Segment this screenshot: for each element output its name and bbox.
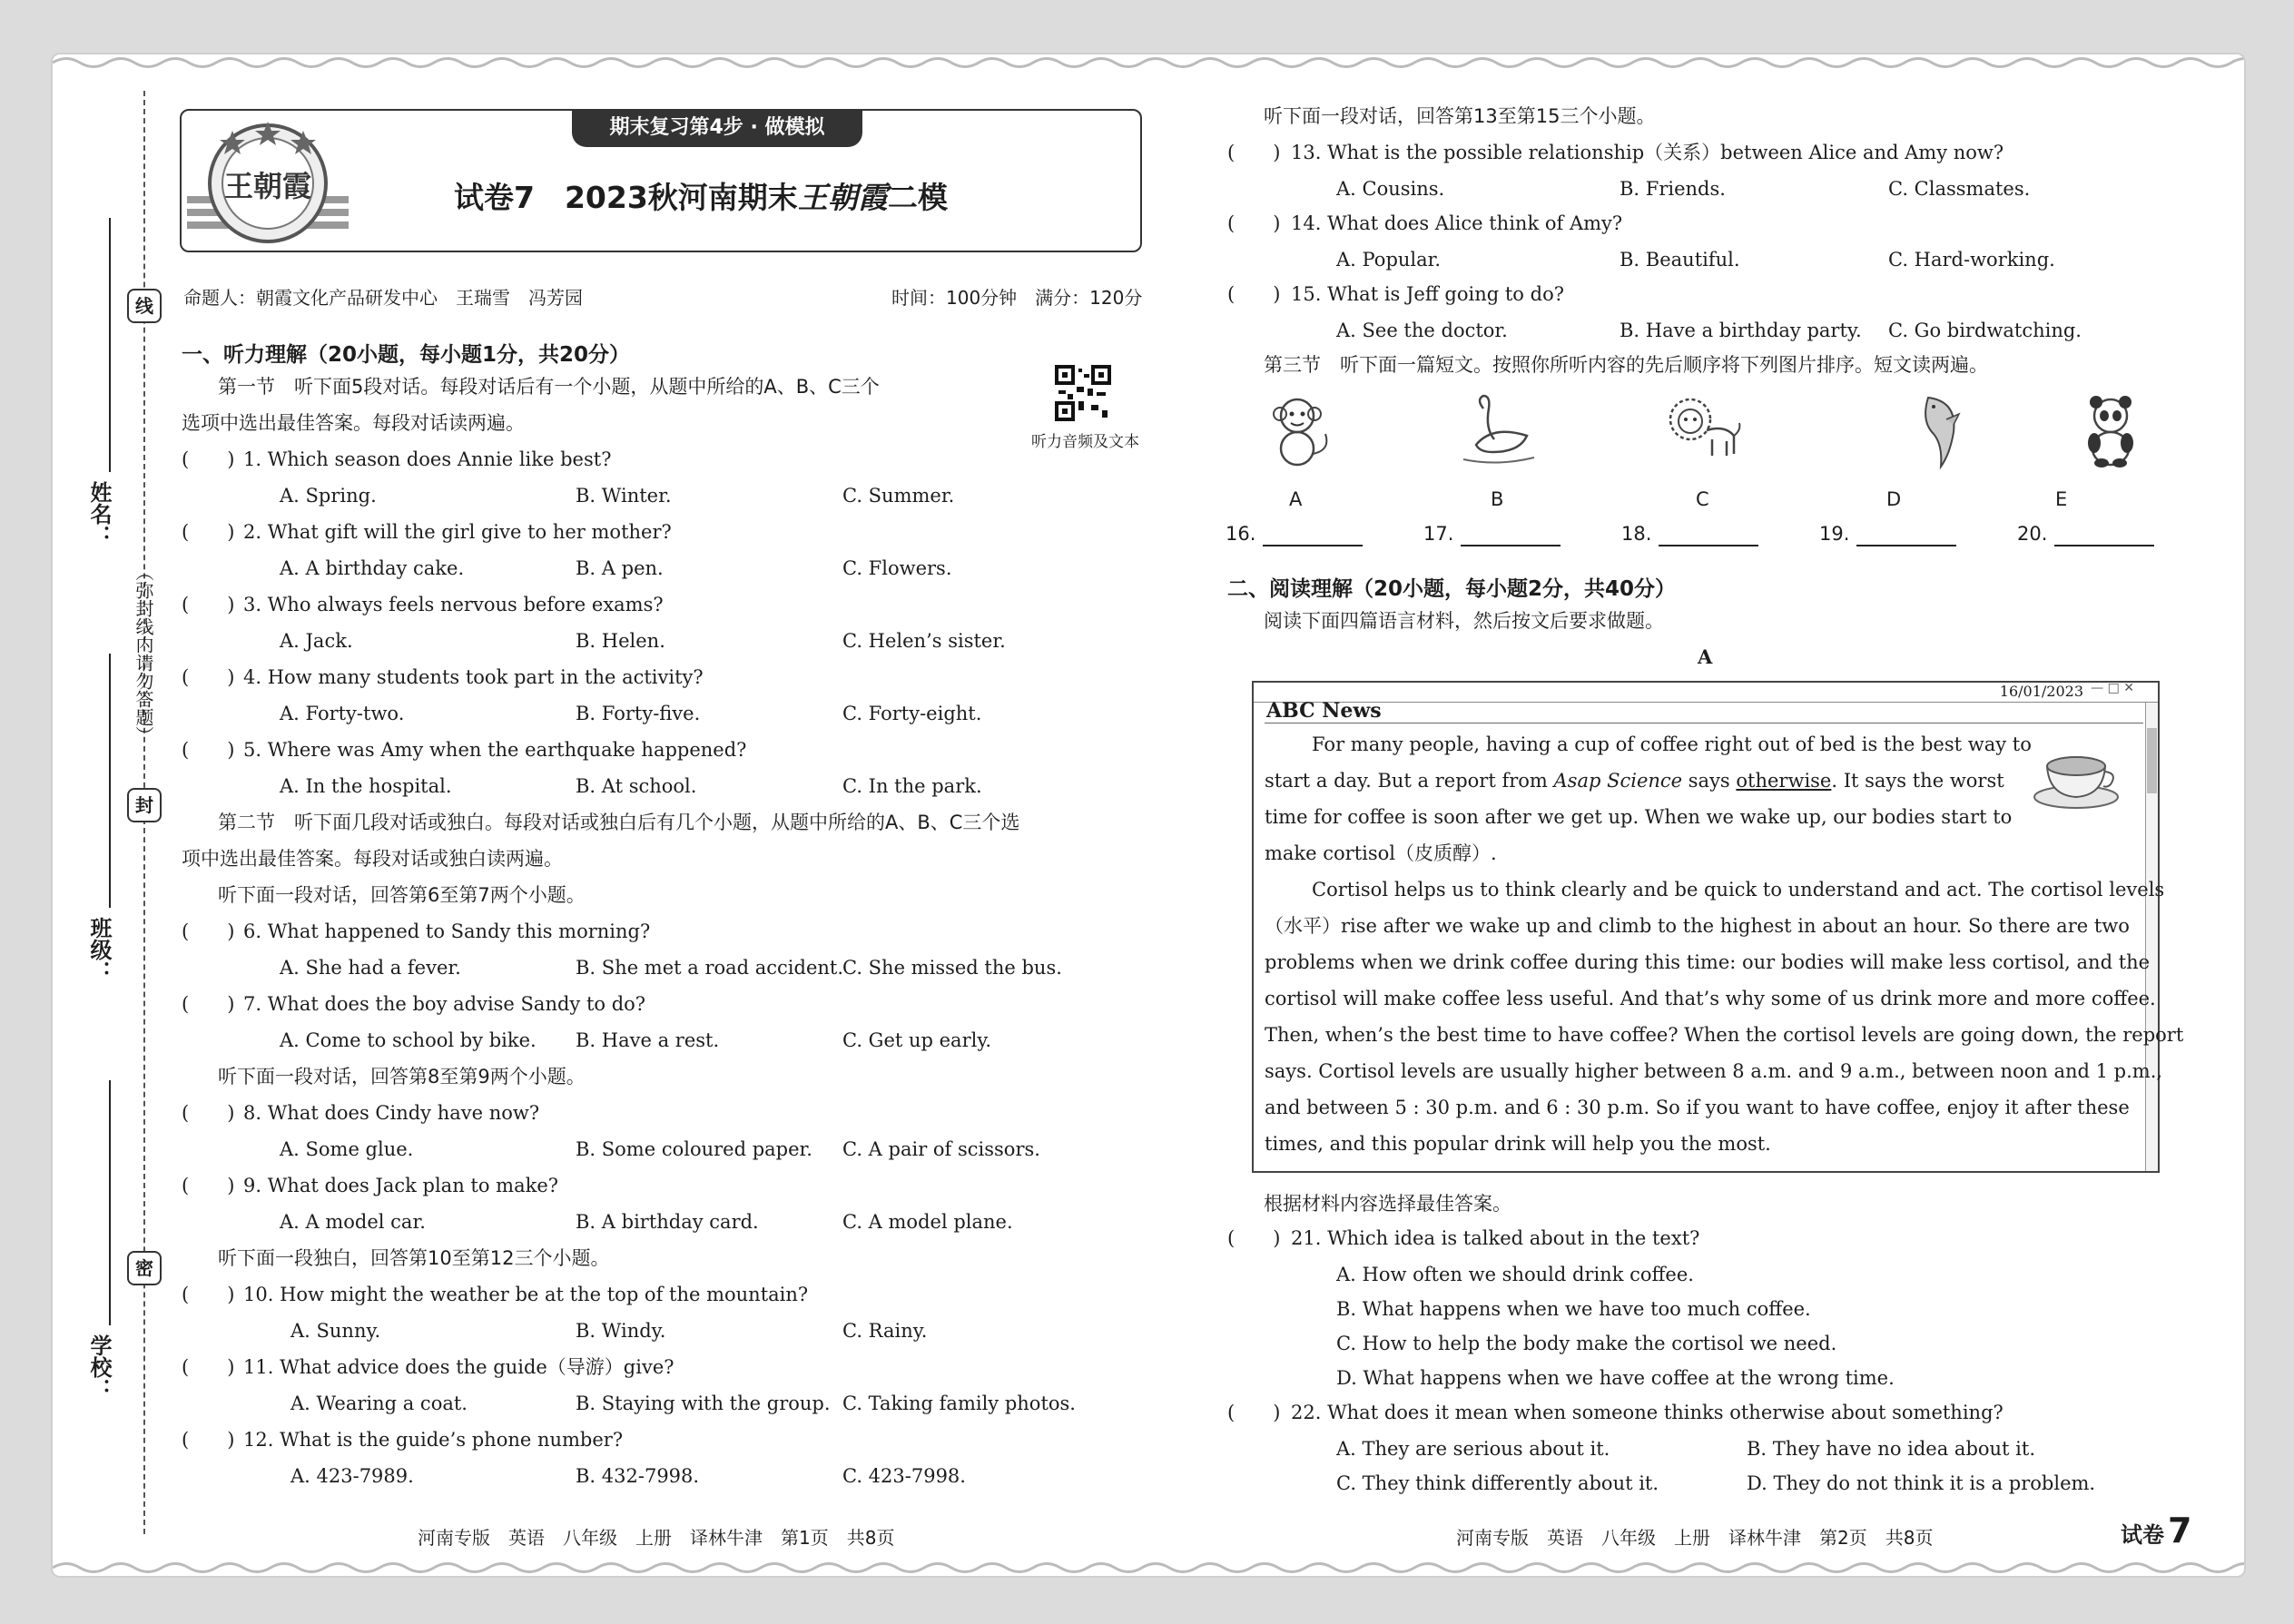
p1-line2-underline: otherwise bbox=[1736, 770, 1832, 792]
name-label: 姓名： bbox=[86, 481, 112, 546]
section2-line1: 第二节 听下面几段对话或独白。每段对话或独白后有几个小题，从题中所给的A、B、C三个选 bbox=[218, 812, 1020, 833]
paper-title bbox=[454, 174, 948, 217]
q10-answer-bracket[interactable]: ( ) bbox=[182, 1284, 235, 1305]
q10-stem: 10. How might the weather be at the top of the mountain? bbox=[243, 1284, 809, 1305]
q21-answer-bracket[interactable]: ( ) bbox=[1227, 1227, 1281, 1249]
q22-option-a: A. They are serious about it. bbox=[1336, 1438, 1610, 1460]
q6-option-a: A. She had a fever. bbox=[280, 957, 461, 979]
p1-line1: For many people, having a cup of coffee right out of bed is the best way to bbox=[1312, 733, 2032, 755]
p2-line4: cortisol will make coffee less useful. And that’s why some of us drink more and more coffee. bbox=[1265, 988, 2156, 1009]
intro-13-15: 听下面一段对话，回答第13至第15三个小题。 bbox=[1264, 105, 1656, 127]
news-window bbox=[1252, 681, 2184, 1173]
choose-instruction: 根据材料内容选择最佳答案。 bbox=[1264, 1193, 1511, 1215]
q1-option-c: C. Summer. bbox=[842, 485, 955, 507]
p2-line1: Cortisol helps us to think clearly and be quick to understand and act. The cortisol levels bbox=[1312, 879, 2165, 901]
q6-option-c: C. She missed the bus. bbox=[842, 957, 1062, 979]
pic-label-b: B bbox=[1491, 488, 1504, 510]
q15-option-a: A. See the doctor. bbox=[1336, 320, 1508, 341]
reading-instruction: 阅读下面四篇语言材料，然后按文后要求做题。 bbox=[1264, 610, 1664, 632]
q5-answer-bracket[interactable]: ( ) bbox=[182, 739, 235, 761]
q4-option-a: A. Forty-two. bbox=[280, 703, 405, 724]
q10-option-b: B. Windy. bbox=[576, 1320, 666, 1342]
q11-answer-bracket[interactable]: ( ) bbox=[182, 1356, 235, 1378]
paper-title-brand: 王朝霞 bbox=[797, 180, 888, 215]
footer-left: 河南专版 英语 八年级 上册 译林牛津 第1页 共8页 bbox=[418, 1527, 895, 1549]
blank-16[interactable] bbox=[1226, 521, 1363, 546]
q12-option-c: C. 423-7998. bbox=[842, 1465, 966, 1487]
q3-option-b: B. Helen. bbox=[576, 630, 665, 652]
binding-mark-feng: 封 bbox=[127, 788, 162, 822]
class-label: 班级： bbox=[86, 917, 112, 982]
name-field[interactable] bbox=[109, 218, 111, 472]
school-field[interactable] bbox=[109, 1080, 111, 1325]
coffee-cup-picture bbox=[2031, 739, 2122, 812]
swan-picture bbox=[1456, 389, 1538, 470]
p1-line4: make cortisol（皮质醇）. bbox=[1265, 842, 1497, 864]
q4-answer-bracket[interactable]: ( ) bbox=[182, 666, 235, 688]
q9-option-a: A. A model car. bbox=[280, 1211, 426, 1233]
p1-line2-italic: Asap Science bbox=[1553, 770, 1683, 792]
q1-answer-bracket[interactable]: ( ) bbox=[182, 448, 235, 470]
blank-20[interactable] bbox=[2017, 521, 2154, 546]
binding-mark-xian: 线 bbox=[127, 289, 162, 323]
q8-option-a: A. Some glue. bbox=[280, 1138, 414, 1160]
top-wave-border bbox=[53, 54, 2246, 71]
q21-option-a: A. How often we should drink coffee. bbox=[1336, 1264, 1694, 1285]
exam-sheet bbox=[51, 53, 2246, 1578]
q8-stem: 8. What does Cindy have now? bbox=[243, 1102, 540, 1124]
qr-label: 听力音频及文本 bbox=[1031, 433, 1139, 451]
q1-option-a: A. Spring. bbox=[280, 485, 377, 507]
q5-option-c: C. In the park. bbox=[842, 775, 982, 797]
listening-heading: 一、听力理解（20小题，每小题1分，共20分） bbox=[182, 343, 631, 367]
q11-stem: 11. What advice does the guide（导游）give? bbox=[243, 1356, 674, 1378]
q13-option-b: B. Friends. bbox=[1620, 178, 1726, 200]
time-score: 时间：100分钟 满分：120分 bbox=[891, 287, 1143, 309]
q5-stem: 5. Where was Amy when the earthquake happened? bbox=[243, 739, 747, 761]
section3-instruction: 第三节 听下面一篇短文。按照你所听内容的先后顺序将下列图片排序。短文读两遍。 bbox=[1264, 354, 1988, 376]
pic-label-d: D bbox=[1886, 488, 1902, 510]
q10-option-a: A. Sunny. bbox=[290, 1320, 381, 1342]
authors: 命题人：朝霞文化产品研发中心 王瑞雪 冯芳园 bbox=[183, 287, 583, 309]
intro-6-7: 听下面一段对话，回答第6至第7两个小题。 bbox=[218, 884, 586, 906]
close-icon[interactable]: ✕ bbox=[2123, 681, 2134, 695]
qr-code[interactable] bbox=[1055, 365, 1111, 421]
q6-option-b: B. She met a road accident. bbox=[576, 957, 844, 979]
q12-stem: 12. What is the guide’s phone number? bbox=[243, 1429, 624, 1451]
wangzhaoxia-logo bbox=[187, 116, 349, 249]
q10-option-c: C. Rainy. bbox=[842, 1320, 928, 1342]
p2-line6: says. Cortisol levels are usually higher between 8 a.m. and 9 a.m., between noon and 1 p.m., bbox=[1265, 1060, 2163, 1082]
q15-option-c: C. Go birdwatching. bbox=[1888, 320, 2082, 341]
section2-line2: 项中选出最佳答案。每段对话或独白读两遍。 bbox=[182, 848, 563, 870]
q14-option-b: B. Beautiful. bbox=[1620, 249, 1740, 271]
q11-option-b: B. Staying with the group. bbox=[576, 1393, 831, 1414]
q9-option-b: B. A birthday card. bbox=[576, 1211, 759, 1233]
scroll-thumb[interactable] bbox=[2147, 728, 2157, 793]
q6-answer-bracket[interactable]: ( ) bbox=[182, 920, 235, 942]
minimize-icon[interactable]: — bbox=[2091, 681, 2104, 695]
q21-option-d: D. What happens when we have coffee at the wrong time. bbox=[1336, 1367, 1895, 1389]
q2-answer-bracket[interactable]: ( ) bbox=[182, 521, 235, 543]
q1-option-b: B. Winter. bbox=[576, 485, 672, 507]
paper-header bbox=[180, 109, 1142, 252]
q13-answer-bracket[interactable]: ( ) bbox=[1227, 142, 1281, 163]
q15-stem: 15. What is Jeff going to do? bbox=[1291, 283, 1564, 305]
dolphin-picture bbox=[1901, 389, 1983, 470]
blank-16-number: 16. bbox=[1226, 523, 1256, 545]
footer-right: 河南专版 英语 八年级 上册 译林牛津 第2页 共8页 bbox=[1456, 1527, 1934, 1549]
q7-option-a: A. Come to school by bike. bbox=[280, 1029, 537, 1051]
blank-17[interactable] bbox=[1423, 521, 1561, 546]
q9-answer-bracket[interactable]: ( ) bbox=[182, 1175, 235, 1196]
p1-line2-b: says bbox=[1682, 770, 1737, 792]
q3-stem: 3. Who always feels nervous before exams? bbox=[243, 594, 664, 615]
pic-label-e: E bbox=[2055, 488, 2068, 510]
q9-stem: 9. What does Jack plan to make? bbox=[243, 1175, 559, 1196]
q6-stem: 6. What happened to Sandy this morning? bbox=[243, 920, 651, 942]
school-label: 学校： bbox=[86, 1334, 112, 1400]
class-field[interactable] bbox=[109, 654, 111, 908]
paper-title-suffix: 二模 bbox=[887, 180, 948, 215]
q14-option-c: C. Hard-working. bbox=[1888, 249, 2055, 271]
q2-option-a: A. A birthday cake. bbox=[280, 557, 465, 579]
p1-line3: time for coffee is soon after we get up. When we wake up, our bodies start to bbox=[1265, 806, 2013, 828]
q2-stem: 2. What gift will the girl give to her mother? bbox=[243, 521, 672, 543]
q7-option-c: C. Get up early. bbox=[842, 1029, 992, 1051]
q8-option-c: C. A pair of scissors. bbox=[842, 1138, 1040, 1160]
q4-option-c: C. Forty-eight. bbox=[842, 703, 982, 724]
section1-line2: 选项中选出最佳答案。每段对话读两遍。 bbox=[182, 412, 525, 434]
section1-line1: 第一节 听下面5段对话。每段对话后有一个小题，从题中所给的A、B、C三个 bbox=[218, 376, 880, 398]
q22-option-d: D. They do not think it is a problem. bbox=[1747, 1472, 2096, 1494]
q21-option-c: C. How to help the body make the cortisol we need. bbox=[1336, 1333, 1837, 1354]
q13-option-c: C. Classmates. bbox=[1888, 178, 2031, 200]
q5-option-b: B. At school. bbox=[576, 775, 697, 797]
q11-option-a: A. Wearing a coat. bbox=[290, 1393, 468, 1414]
q2-option-b: B. A pen. bbox=[576, 557, 664, 579]
q21-option-b: B. What happens when we have too much coffee. bbox=[1336, 1298, 1811, 1320]
bottom-wave-border bbox=[53, 1560, 2246, 1576]
p1-line2-c: . It says the worst bbox=[1831, 770, 2004, 792]
q8-answer-bracket[interactable]: ( ) bbox=[182, 1102, 235, 1124]
panda-picture bbox=[2070, 389, 2151, 470]
q14-option-a: A. Popular. bbox=[1336, 249, 1442, 271]
news-scrollbar[interactable] bbox=[2145, 703, 2158, 1171]
p2-line5: Then, when’s the best time to have coffee? When the cortisol levels are going down, the report bbox=[1265, 1024, 2184, 1046]
blank-18[interactable] bbox=[1621, 521, 1758, 546]
paper-number-badge bbox=[2121, 1511, 2191, 1550]
passage-label: A bbox=[1698, 645, 1713, 668]
q15-answer-bracket[interactable]: ( ) bbox=[1227, 283, 1281, 305]
q12-answer-bracket[interactable]: ( ) bbox=[182, 1429, 235, 1451]
q13-stem: 13. What is the possible relationship（关系）between Alice and Amy now? bbox=[1291, 142, 2004, 163]
p2-line7: and between 5 : 30 p.m. and 6 : 30 p.m. So if you want to have coffee, enjoy it after these bbox=[1265, 1097, 2130, 1118]
news-date: 16/01/2023 bbox=[1999, 683, 2083, 700]
q15-option-b: B. Have a birthday party. bbox=[1620, 320, 1862, 341]
maximize-icon[interactable]: □ bbox=[2107, 681, 2120, 695]
q4-stem: 4. How many students took part in the activity? bbox=[243, 666, 704, 688]
monkey-picture bbox=[1256, 389, 1338, 470]
blank-20-number: 20. bbox=[2017, 523, 2048, 545]
q7-stem: 7. What does the boy advise Sandy to do? bbox=[243, 993, 646, 1015]
q22-option-c: C. They think differently about it. bbox=[1336, 1472, 1659, 1494]
pic-label-c: C bbox=[1696, 488, 1709, 510]
p2-line2: （水平）rise after we wake up and climb to the highest in about an hour. So there are two bbox=[1265, 915, 2130, 937]
q13-option-a: A. Cousins. bbox=[1336, 178, 1445, 200]
q2-option-c: C. Flowers. bbox=[842, 557, 952, 579]
news-title: ABC News bbox=[1266, 699, 1382, 723]
q8-option-b: B. Some coloured paper. bbox=[576, 1138, 812, 1160]
reading-heading: 二、阅读理解（20小题，每小题2分，共40分） bbox=[1227, 577, 1677, 601]
q3-answer-bracket[interactable]: ( ) bbox=[182, 594, 235, 615]
paper-label: 试卷 bbox=[2121, 1522, 2164, 1548]
q5-option-a: A. In the hospital. bbox=[280, 775, 452, 797]
intro-10-12: 听下面一段独白，回答第10至第12三个小题。 bbox=[218, 1247, 610, 1269]
p2-line3: problems when we drink coffee during this time: our bodies will make less cortisol, and the bbox=[1265, 951, 2151, 973]
blank-19-number: 19. bbox=[1819, 523, 1850, 545]
q7-answer-bracket[interactable]: ( ) bbox=[182, 993, 235, 1015]
q21-stem: 21. Which idea is talked about in the text? bbox=[1291, 1227, 1700, 1249]
logo-text: 王朝霞 bbox=[223, 169, 312, 203]
lion-picture bbox=[1661, 389, 1743, 470]
blank-17-number: 17. bbox=[1423, 523, 1454, 545]
q14-answer-bracket[interactable]: ( ) bbox=[1227, 212, 1281, 234]
q9-option-c: C. A model plane. bbox=[842, 1211, 1013, 1233]
paper-title-prefix: 试卷7 2023秋河南期末 bbox=[454, 180, 798, 215]
q4-option-b: B. Forty-five. bbox=[576, 703, 701, 724]
binding-note: （弥封线内请勿答题） bbox=[133, 563, 154, 744]
window-controls[interactable] bbox=[2091, 681, 2134, 695]
blank-18-number: 18. bbox=[1621, 523, 1652, 545]
p1-line2-a: start a day. But a report from bbox=[1265, 770, 1554, 792]
review-step-tab: 期末复习第4步 · 做模拟 bbox=[572, 109, 862, 147]
q3-option-a: A. Jack. bbox=[280, 630, 353, 652]
p2-line8: times, and this popular drink will help you the most. bbox=[1265, 1133, 1771, 1155]
q22-stem: 22. What does it mean when someone thinks otherwise about something? bbox=[1291, 1402, 2004, 1423]
intro-8-9: 听下面一段对话，回答第8至第9两个小题。 bbox=[218, 1066, 586, 1088]
q7-option-b: B. Have a rest. bbox=[576, 1029, 720, 1051]
q11-option-c: C. Taking family photos. bbox=[842, 1393, 1076, 1414]
binding-mark-mi: 密 bbox=[127, 1251, 162, 1285]
q22-answer-bracket[interactable]: ( ) bbox=[1227, 1402, 1281, 1423]
blank-19[interactable] bbox=[1819, 521, 1956, 546]
q1-stem: 1. Which season does Annie like best? bbox=[243, 448, 612, 470]
q14-stem: 14. What does Alice think of Amy? bbox=[1291, 212, 1623, 234]
q12-option-a: A. 423-7989. bbox=[290, 1465, 414, 1487]
pic-label-a: A bbox=[1289, 488, 1303, 510]
q12-option-b: B. 432-7998. bbox=[576, 1465, 700, 1487]
paper-number: 7 bbox=[2168, 1511, 2192, 1550]
q22-option-b: B. They have no idea about it. bbox=[1747, 1438, 2035, 1460]
q3-option-c: C. Helen’s sister. bbox=[842, 630, 1006, 652]
p1-line2 bbox=[1265, 768, 2004, 793]
